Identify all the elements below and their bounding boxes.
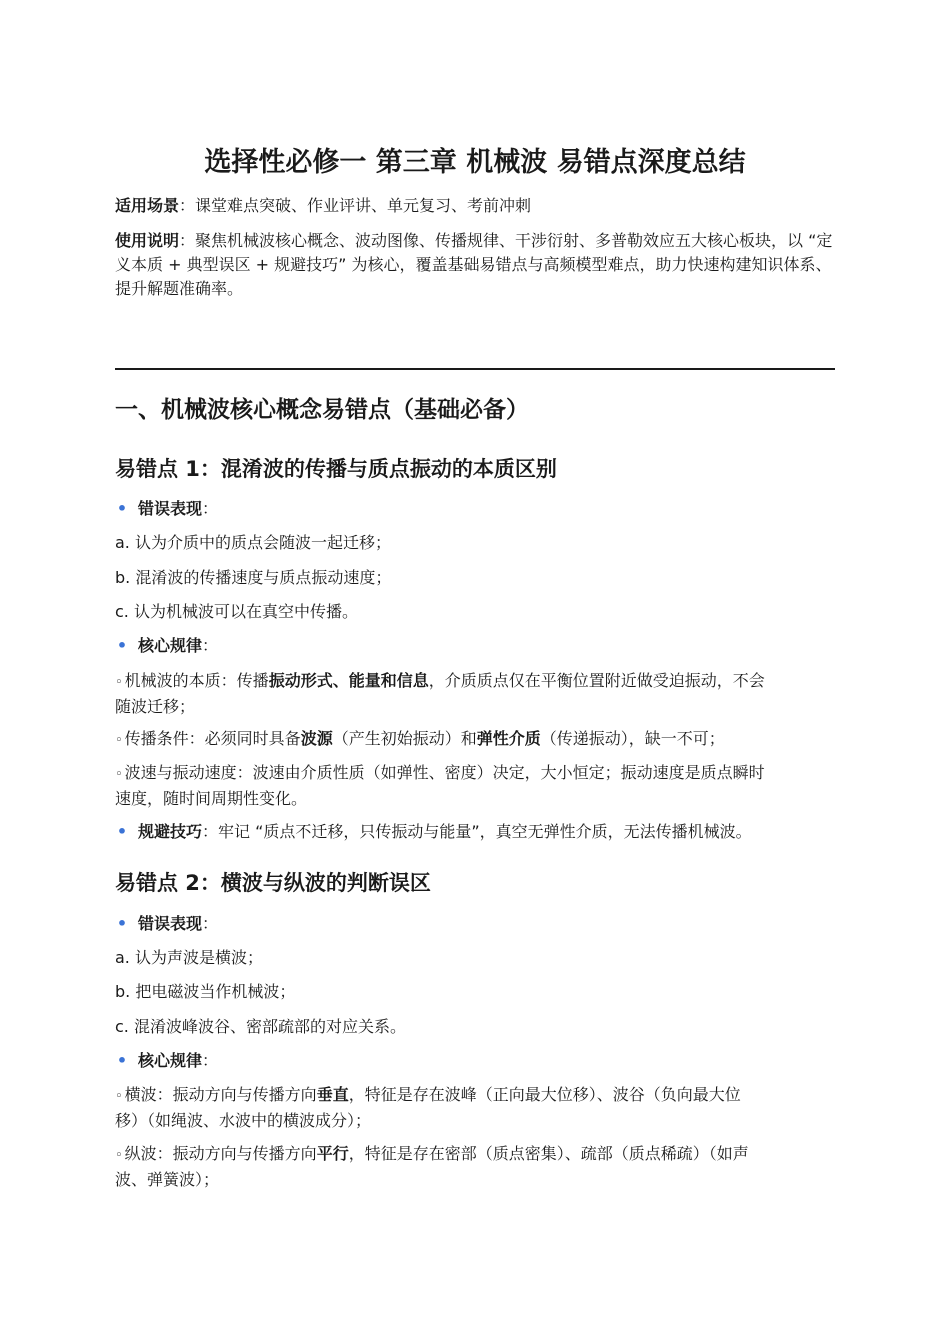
tip-text: ：牢记 “质点不迁移，只传振动与能量”，真空无弹性介质，无法传播机械波。	[202, 822, 752, 841]
point1-rules-item	[115, 634, 858, 658]
usage-paragraph	[115, 229, 835, 301]
usage-label: 使用说明	[115, 231, 180, 250]
tip-label: 规避技巧	[138, 822, 203, 841]
rule-emphasis: 弹性介质	[476, 729, 541, 748]
colon: ：	[202, 1051, 219, 1070]
rule-text: 速度，随时间周期性变化。	[115, 789, 308, 808]
rule-text: ，介质质点仅在平衡位置附近做受迫振动，不会	[428, 671, 765, 690]
point1-error-b: b. 混淆波的传播速度与质点振动速度；	[115, 568, 392, 587]
rule-text: 移）（如绳波、水波中的横波成分）；	[115, 1111, 372, 1130]
point2-error-c: c. 混淆波峰波谷、密部疏部的对应关系。	[115, 1017, 406, 1036]
point1-rule2	[115, 727, 835, 753]
point1-rule3	[115, 761, 835, 811]
rule-text: 横波：振动方向与传播方向	[124, 1085, 317, 1104]
scene-text: ：课堂难点突破、作业评讲、单元复习、考前冲刺	[179, 196, 532, 215]
usage-text: ：聚焦机械波核心概念、波动图像、传播规律、干涉衍射、多普勒效应五大核心板块，以 “定义本质 + 典型误区 + 规避技巧” 为核心，覆盖基础易错点与高频模型难点，助力快速构建知识体系、提升解题准确率。	[115, 231, 833, 298]
rule-text: （产生初始振动）和	[332, 729, 477, 748]
point2-heading: 易错点 2：横波与纵波的判断误区	[115, 871, 431, 895]
scene-line	[115, 194, 835, 218]
colon: ：	[202, 636, 219, 655]
point2-rules-item	[115, 1049, 858, 1073]
rule-emphasis: 振动形式、能量和信息	[268, 671, 429, 690]
section-heading: 一、机械波核心概念易错点（基础必备）	[115, 397, 529, 423]
point2-rule2	[115, 1142, 835, 1192]
bullet-icon: •	[116, 636, 128, 655]
rule-text: 随波迁移；	[115, 697, 196, 716]
point1-error-a: a. 认为介质中的质点会随波一起迁移；	[115, 533, 391, 552]
bullet-icon: •	[116, 914, 128, 933]
point2-error-a: a. 认为声波是横波；	[115, 948, 263, 967]
scene-label: 适用场景	[115, 196, 180, 215]
rule-text: 纵波：振动方向与传播方向	[124, 1144, 317, 1163]
point2-rule1	[115, 1083, 835, 1133]
rule-text: 波、弹簧波）；	[115, 1170, 220, 1189]
errors-label: 错误表现	[138, 914, 203, 933]
colon: ：	[202, 499, 219, 518]
rule-emphasis: 波源	[300, 729, 333, 748]
page-title: 选择性必修一 第三章 机械波 易错点深度总结	[204, 147, 746, 178]
point1-tip-item	[115, 820, 858, 844]
point2-error-b: b. 把电磁波当作机械波；	[115, 982, 296, 1001]
errors-label: 错误表现	[138, 499, 203, 518]
rule-emphasis: 平行	[316, 1144, 349, 1163]
sub-bullet-icon: ◦	[115, 767, 123, 782]
rule-text: 波速与振动速度：波速由介质性质（如弹性、密度）决定，大小恒定；振动速度是质点瞬时	[124, 763, 765, 782]
sub-bullet-icon: ◦	[115, 733, 123, 748]
bullet-icon: •	[116, 822, 128, 841]
rules-label: 核心规律	[138, 636, 203, 655]
point2-errors-item	[115, 912, 858, 936]
sub-bullet-icon: ◦	[115, 675, 123, 690]
rule-text: ，特征是存在密部（质点密集）、疏部（质点稀疏）（如声	[348, 1144, 749, 1163]
sub-bullet-icon: ◦	[115, 1148, 123, 1163]
rule-text: （传递振动），缺一不可；	[540, 729, 725, 748]
rule-text: 传播条件：必须同时具备	[124, 729, 301, 748]
rules-label: 核心规律	[138, 1051, 203, 1070]
colon: ：	[202, 914, 219, 933]
rule-text: 机械波的本质：传播	[124, 671, 269, 690]
point1-heading: 易错点 1：混淆波的传播与质点振动的本质区别	[115, 457, 557, 481]
point1-error-c: c. 认为机械波可以在真空中传播。	[115, 602, 358, 621]
point1-errors-item	[115, 497, 858, 521]
section-divider	[115, 368, 835, 370]
rule-text: ，特征是存在波峰（正向最大位移）、波谷（负向最大位	[348, 1085, 741, 1104]
bullet-icon: •	[116, 1051, 128, 1070]
rule-emphasis: 垂直	[316, 1085, 349, 1104]
point1-rule1	[115, 669, 835, 719]
bullet-icon: •	[116, 499, 128, 518]
sub-bullet-icon: ◦	[115, 1089, 123, 1104]
